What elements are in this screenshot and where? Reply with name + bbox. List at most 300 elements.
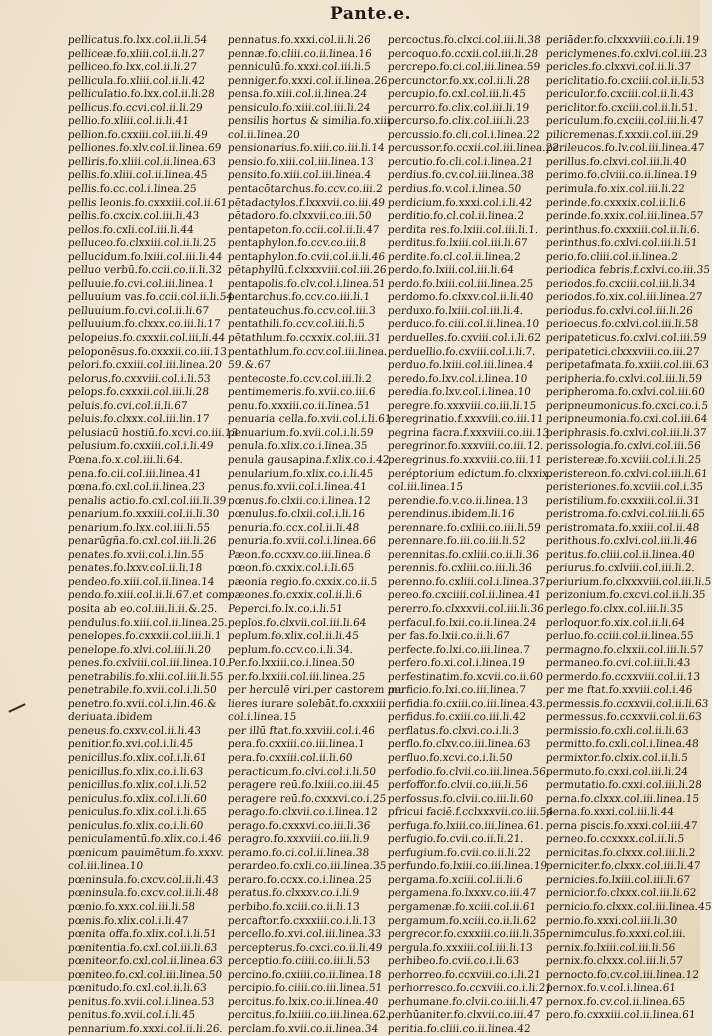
index-entry: perinde.fo.xxix.col.iii.linea.57 [545,210,704,223]
index-entry: pernio.fo.xxxi.col.iii.li.30 [545,914,678,927]
index-entry: perillus.fo.clxvi.col.iii.li.40 [545,155,687,168]
index-entry: peregrinatio.f.xxxviii.co.iii.11 [387,413,545,426]
index-entry: pernix.fo.lxiii.col.iii.li.56 [545,941,676,954]
index-entry: col.i.linea.15 [227,711,297,724]
index-entry: peragere reū.fo.cxxxvi.co.i.25 [227,792,387,805]
index-entry: perfugio.fo.cvii.co.ii.li.21. [387,833,525,846]
index-entry: percoquo.fo.ccxii.col.iii.li.28 [387,47,539,60]
index-entry: per.fo.lxxiii.col.iii.linea.25 [227,670,366,683]
index-entry: penuaria cella.fo.xvii.col.i.li.61 [227,413,392,426]
index-entry: pentathili.fo.ccv.col.iii.li.5 [227,318,366,331]
index-entry: periodus.fo.cxlvi.col.iii.li.26 [545,304,694,317]
index-entry: 59.&.67 [227,359,272,372]
index-entry: percepterus.fo.cxci.co.ii.li.49 [227,941,383,954]
index-entry: pernicies.fo.lxiii.col.iii.li.67 [545,873,691,886]
index-entry: pentathlum.fo.ccv.col.iii.linea. [227,345,388,358]
index-entry: pfricui faciē.f.cclxxxvii.co.iii.54 [387,806,554,819]
index-entry: peripneumonicus.fo.cxci.co.i.5 [545,399,709,412]
index-entry: peripetafmata.fo.xxiii.col.iii.63 [545,359,710,372]
index-entry: peregrinor.fo.xxxviii.co.iii.12. [387,440,545,453]
index-entry: pellucidum.fo.lxiii.col.iii.li.44 [67,250,223,263]
index-entry: perniciter.fo.clxxx.col.iii.li.47 [545,860,701,873]
index-entry: pendo.fo.xiii.col.ii.li.67.et com- [67,589,233,602]
index-entry: pegrina facra.f.xxxviii.co.iii.13 [387,426,550,439]
index-entry: pellis leonis.fo.cxxxiii.col.ii.61 [67,196,228,209]
index-entry: perhorresco.fo.ccxviii.co.i.li.21 [387,982,553,995]
index-entry: perioecus.fo.cxlvi.col.iii.li.58 [545,318,699,331]
index-entry: peristroma.fo.cxlvi.col.iii.li.65 [545,508,706,521]
index-entry: perfecte.fo.lxi.co.iii.linea.7 [387,643,531,656]
index-entry: penarium.fo.xxxiii.col.ii.li.30 [67,508,220,521]
index-entry: pelopeius.fo.cxxxii.col.iii.li.44 [67,332,226,345]
index-entry: periculor.fo.cxciii.col.ii.li.43 [545,88,695,101]
index-entry: permissio.fo.cxli.col.ii.li.63 [545,724,690,737]
index-column-1 [67,34,239,1036]
index-entry: perfuga.fo.lxiii.co.iii.linea.61. [387,819,545,832]
index-entry: pētathlum.fo.ccxxix.col.iii.31 [227,332,382,345]
index-entry: pensa.fo.xiii.col.ii.linea.24 [227,88,368,101]
index-entry: percitus.fo.lxix.co.ii.linea.40 [227,995,379,1008]
index-entry: penes.fo.cxlviii.col.iii.linea.10. [67,657,230,670]
index-entry: peluis.fo.cvi.col.ii.li.67 [67,399,188,412]
index-entry: penelope.fo.xlvi.col.iii.li.20 [67,643,212,656]
index-entry: penelopes.fo.cxxxii.col.iii.li.1 [67,630,222,643]
index-entry: percitus.fo.lxiiii.co.iii.linea.62. [227,1009,390,1022]
index-entry: perduo.fo.lxiii.col.iii.linea.4 [387,359,534,372]
index-entry: permaneo.fo.cvi.col.iii.li.43 [545,657,691,670]
index-entry: pœon.fo.cxxix.col.i.li.65 [227,562,355,575]
index-entry: perduelles.fo.cxviii.col.i.li.62 [387,332,542,345]
index-entry: perdius.fo.v.col.i.linea.50 [387,183,522,196]
index-entry: pena.fo.cii.col.iii.linea.41 [67,467,203,480]
index-entry: permerdo.fo.ccxxviii.col.ii.13 [545,670,701,683]
index-column-3 [387,34,560,1036]
index-entry: perardeo.fo.cxli.co.iii.linea.35 [227,860,387,873]
index-entry: pœninsula.fo.cxcv.col.ii.li.48 [67,887,220,900]
index-entry: penula gausapina.f.xlix.co.i.42 [227,453,391,466]
index-entry: perfoffor.fo.clvii.co.iii.li.56 [387,779,529,792]
index-entry: perdo.fo.lxiii.col.iii.linea.25 [387,277,534,290]
index-entry: periclymenes.fo.cxlvi.col.iii.23 [545,47,708,60]
index-entry: permessus.fo.ccxxvii.col.ii.63 [545,711,703,724]
index-entry: perenno.fo.cxliii.col.i.linea.37. [387,575,550,588]
index-entry: percunctor.fo.xx.col.ii.li.28 [387,74,531,87]
index-entry: peredia.fo.lxv.col.i.linea.10 [387,386,532,399]
index-column-2 [227,34,406,1036]
index-entry: perennis.fo.cxliii.co.iii.li.36 [387,562,533,575]
index-entry: pelliculatio.fo.lxx.col.ii.li.28 [67,88,216,101]
index-column-4 [545,34,712,1023]
index-entry: perinthus.fo.cxlvi.col.iii.li.51 [545,237,699,250]
index-entry: perdicium.fo.xxxi.col.i.li.42 [387,196,533,209]
index-entry: col.iii.linea.10 [67,860,144,873]
index-entry: penetro.fo.xvii.col.i.lin.46.& [67,697,217,710]
index-entry: pelliceæ.fo.xliii.col.ii.li.27 [67,47,206,60]
index-entry: pœnitentia.fo.cxl.col.iii.li.63 [67,941,218,954]
index-entry: posita ab eo.col.iii.li.ii.&.25. [67,602,219,615]
index-entry: pellis.fo.cxcix.col.iii.li.43 [67,210,200,223]
index-entry: pellis.fo.cc.col.i.linea.25 [67,183,198,196]
index-entry: pensio.fo.xiii.col.iii.linea.13 [227,155,375,168]
index-entry: permutatio.fo.cxxi.col.iii.li.28 [545,779,703,792]
index-entry: pæonia regio.fo.cxxix.co.ii.5 [227,575,378,588]
index-entry: perago.fo.clxvii.co.i.linea.12 [227,806,379,819]
index-entry: perdomo.fo.clxxv.col.ii.li.40 [387,291,534,304]
index-entry: pelluceo.fo.clxxiii.col.ii.li.25 [67,237,217,250]
index-entry: pentaphylon.fo.ccv.co.iii.8 [227,237,367,250]
index-entry: pensiculo.fo.xiii.col.iii.li.24 [227,101,371,114]
index-entry: pētaphyllū.f.clxxxviii.col.iii.26 [227,264,388,277]
index-entry: pœnis.fo.xlix.col.i.li.47 [67,914,189,927]
index-entry: pelluuie.fo.cvi.col.iii.linea.1 [67,277,215,290]
index-entry: perinde.fo.cxxxix.col.ii.li.6 [545,196,687,209]
index-entry: pernox.fo.cv.col.ii.linea.65 [545,995,686,1008]
index-entry: peripateticus.fo.cxlvi.col.iii.59 [545,332,708,345]
index-entry: peraro.fo.ccxx.co.i.linea.25 [227,873,373,886]
index-entry: pergamenæ.fo.xciii.col.ii.61 [387,901,537,913]
index-entry: permuto.fo.cxxi.col.iii.li.24 [545,765,689,778]
index-entry: peristeriones.fo.xcviii.col.i.35 [545,481,704,494]
index-entry: percrepo.fo.ci.col.iii.linea.59 [387,61,541,74]
index-entry: peritia.fo.cliii.co.ii.linea.42 [387,1022,532,1035]
index-entry: Pæon.fo.ccxxv.co.iii.linea.6 [227,548,372,561]
index-entry: perfidia.fo.cxiii.co.iii.linea.43. [387,697,547,710]
index-entry: pernicio.fo.clxxx.col.iii.linea.45 [545,901,712,913]
index-entry: pœninsula.fo.cxcv.col.ii.li.43 [67,873,220,886]
index-entry: pœnus.fo.clxii.co.i.linea.12 [227,494,372,507]
index-entry: pererro.fo.clxxxvii.col.iii.li.36 [387,602,545,615]
index-entry: pœnitudo.fo.cxl.col.ii.li.63 [67,982,208,995]
index-entry: peplum.fo.ccv.co.i.li.34. [227,643,354,656]
index-entry: pilicremenas.f.xxxii.col.iii.29 [545,128,699,141]
index-entry: peréptorium edictum.fo.clxxix. [387,467,552,480]
index-entry: perfero.fo.xi.col.i.linea.19 [387,657,526,670]
index-entry: peregre.fo.xxxviii.co.iii.li.15 [387,399,537,412]
index-entry: pelluuium.fo.cvi.col.ii.li.67 [67,304,210,317]
index-entry: peristromata.fo.xxiii.col.ii.48 [545,521,700,534]
index-entry: per me ftat.fo.xxviii.col.i.46 [545,684,693,697]
index-entry: Peperci.fo.lx.co.i.li.51 [227,602,344,615]
index-entry: perio.fo.cliii.col.ii.linea.2 [545,250,679,263]
index-entry: perditio.fo.cl.col.ii.linea.2 [387,210,525,223]
index-entry: perditus.fo.lxiii.col.iii.li.67 [387,237,529,250]
index-entry: perfestinatim.fo.xcvii.co.ii.60 [387,670,544,683]
index-entry: percaftor.fo.cxxxiii.co.i.li.13 [227,914,377,927]
index-entry: percino.fo.cxiiii.co.ii.linea.18 [227,968,383,981]
index-entry: pelori.fo.cxxiii.col.iii.linea.20 [67,359,223,372]
index-entry: pennarium.fo.xxxi.col.ii.li.26. [67,1022,224,1035]
index-entry: pæones.fo.cxxix.col.ii.li.6 [227,589,363,602]
index-entry: perdita res.fo.lxiii.col.iii.li.1. [387,223,539,236]
index-entry: peripatetici.clxxxviii.co.iii.27 [545,345,700,358]
index-entry: perfundo.fo.lxiii.co.iii.linea.19 [387,860,548,873]
index-entry: peripheroma.fo.cxlvi.col.iii.60 [545,386,706,399]
index-entry: pellos.fo.cxli.col.iii.li.44 [67,223,195,236]
index-entry: pœniteo.fo.cxl.col.iii.linea.50 [67,968,223,981]
index-entry: pergamena.fo.lxxxv.co.iii.47 [387,887,537,900]
index-entry: periodica febris.f.cxlvi.co.iii.35 [545,264,711,277]
index-entry: pœnita offa.fo.xlix.col.i.li.51 [67,928,218,941]
index-entry: pericles.fo.clxxvi.col.ii.li.37 [545,61,692,74]
index-entry: penularium.fo.xlix.co.i.li.45 [227,467,374,480]
index-entry: pensionarius.fo.xiii.co.iii.li.14 [227,142,386,155]
index-entry: permitto.fo.cxli.col.i.linea.48 [545,738,700,751]
index-entry: permagno.fo.clxxii.col.iii.li.57 [545,643,704,656]
index-entry: perna.fo.xxxi.col.iii.li.44 [545,806,675,819]
index-entry: penarium.fo.lxx.col.iii.li.55 [67,521,211,534]
index-entry: perduco.fo.ciii.col.ii.linea.10 [387,318,540,331]
index-entry: perbibo.fo.xciii.co.ii.li.13 [227,901,361,913]
index-entry: peredo.fo.lxv.col.i.linea.10 [387,372,528,385]
index-entry: percutio.fo.cli.col.i.linea.21 [387,155,534,168]
index-entry: perneo.fo.ccxxxx.col.ii.li.5 [545,833,685,846]
index-entry: perhūaniter.fo.clxvii.co.iii.47 [387,1009,541,1022]
index-entry: periurium.fo.clxxxviii.col.iii.li.5 [545,575,712,588]
index-entry: peniculus.fo.xlix.col.i.li.65 [67,806,208,819]
index-entry: perendie.fo.v.co.ii.linea.13 [387,494,529,507]
index-entry: percussio.fo.cli.col.i.linea.22 [387,128,541,141]
index-entry: perizonium.fo.cxcvi.col.ii.li.35 [545,589,706,602]
index-entry: peniculamentū.fo.xlix.co.i.46 [67,833,222,846]
index-entry: perduellio.fo.cxviii.col.i.li.7. [387,345,536,358]
index-entry: pelliris.fo.xliii.col.ii.linea.63 [67,155,217,168]
index-entry: perdo.fo.lxiii.col.iii.li.64 [387,264,515,277]
index-entry: perfossus.fo.clvii.co.iii.li.60 [387,792,534,805]
index-entry: perficio.fo.lxi.co.iii.linea.7 [387,684,527,697]
index-entry: perhorreo.fo.ccxviii.co.i.li.21 [387,968,542,981]
index-entry: peluis.fo.clxxx.col.iii.lin.17 [67,413,210,426]
index-entry: penicillus.fo.xlix.col.i.li.52 [67,779,208,792]
index-entry: lieres iurare solebāt.fo.cxxxiii [227,697,387,710]
index-entry: penuria.fo.xvii.col.i.linea.66 [227,535,377,548]
index-entry: col.ii.linea.20 [227,128,301,141]
index-entry: penula.fo.xlix.co.i.linea.35 [227,440,368,453]
index-entry: pera.fo.cxxiii.col.ii.li.60 [227,751,354,764]
index-entry: peniculus.fo.xlix.col.i.li.60 [67,792,208,805]
index-entry: peplum.fo.xlix.col.ii.li.45 [227,630,360,643]
index-entry: perfluo.fo.xcvi.co.i.li.50 [387,751,514,764]
index-entry: pentarchus.fo.ccv.co.iii.li.1 [227,291,371,304]
index-entry: permixtor.fo.clxix.col.ii.li.5 [545,751,689,764]
index-entry: penus.fo.xvii.col.i.linea.41 [227,481,368,494]
index-entry: perlego.fo.clxx.col.iii.li.35 [545,602,684,615]
index-entry: percurro.fo.clix.col.iii.li.19 [387,101,530,114]
index-entry: penuarium.fo.xvii.col.i.li.59 [227,426,375,439]
index-entry: pernocto.fo.cv.col.iii.linea.12 [545,968,700,981]
index-entry: periclitor.fo.cxciii.col.ii.li.51. [545,101,699,114]
index-entry: penalis actio.fo.cxl.col.iii.li.39 [67,494,227,507]
index-entry: pelliceo.fo.lxx.col.ii.li.27 [67,61,198,74]
index-entry: penuria.fo.ccx.col.ii.li.48 [227,521,360,534]
index-entry: pelluo verbū.fo.ccii.co.ii.li.32 [67,264,223,277]
index-entry: penates.fo.lxxv.col.ii.li.18 [67,562,203,575]
index-entry: pētadoro.fo.clxxvii.co.iii.50 [227,210,373,223]
index-entry: peripneumonia.fo.cxi.col.iii.64 [545,413,708,426]
index-entry: perimo.fo.clviii.co.ii.linea.19 [545,169,698,182]
index-entry: peritus.fo.cliii.col.ii.linea.40 [545,548,696,561]
index-entry: periodos.fo.xix.col.iii.linea.27 [545,291,703,304]
index-entry: peregrinus.fo.xxxviii.co.iii.11 [387,453,543,466]
index-entry: penniculū.fo.xxxi.col.iii.li.5 [227,61,372,74]
index-entry: perhumane.fo.clvii.co.iii.li.47 [387,995,544,1008]
index-entry: perago.fo.cxxxvi.co.iii.li.36 [227,819,371,832]
index-entry: peripheria.fo.cxlvi.col.iii.li.59 [545,372,703,385]
index-entry: pœnio.fo.xxx.col.iii.li.58 [67,901,196,913]
index-entry: pernimculus.fo.xxxi.col.iii. [545,928,687,941]
index-entry: deriuata.ibidem [67,711,154,724]
index-entry: perflo.fo.clxv.co.iii.linea.63 [387,738,531,751]
index-entry: perloquor.fo.xix.col.ii.li.64 [545,616,686,629]
index-entry: pero.fo.cxxxiii.col.ii.linea.61 [545,1009,697,1022]
margin-pen-mark [8,703,25,712]
index-entry: Per.fo.lxxiii.co.i.linea.50 [227,657,356,670]
index-entry: perflatus.fo.clxvi.co.i.li.3 [387,724,520,737]
index-entry: pennatus.fo.xxxi.col.ii.li.26 [227,34,372,46]
index-entry: periphrasis.fo.cxlvi.col.iii.li.37 [545,426,708,439]
index-entry: perithous.fo.cxlvi.col.iii.li.46 [545,535,698,548]
index-entry: peratus.fo.clxxxv.co.i.li.9 [227,887,360,900]
index-entry: pœniteor.fo.cxl.col.ii.linea.63 [67,955,224,968]
index-entry: pentecoste.fo.ccv.col.iii.li.2 [227,372,373,385]
index-entry: perfacul.fo.lxii.co.ii.linea.24 [387,616,537,629]
index-entry: perfugium.fo.cvii.co.ii.li.22 [387,846,532,859]
index-entry: pentateuchus.fo.ccv.col.iii.3 [227,304,377,317]
index-entry: pelusium.fo.cxxiii.col.i.li.49 [67,440,214,453]
index-entry: pentapolis.fo.clv.col.i.linea.51 [227,277,387,290]
index-entry: penarūgña.fo.cxl.col.iii.li.26 [67,535,217,548]
index-entry: pereo.fo.cxciiii.col.ii.linea.41 [387,589,542,602]
index-entry: peplos.fo.clxvii.col.iii.li.64 [227,616,367,629]
index-entry: periclitatio.fo.cxciii.col.ii.li.53 [545,74,705,87]
index-entry: periodos.fo.cxciii.col.iii.li.34 [545,277,697,290]
index-entry: per fas.fo.lxii.co.ii.li.67 [387,630,511,643]
index-entry: percussor.fo.ccxii.col.iii.linea.22 [387,142,560,155]
index-entry: penitus.fo.xvii.col.i.linea.53 [67,995,215,1008]
index-entry: pētadactylos.f.lxxxvii.co.iii.49 [227,196,386,209]
index-entry: perna.fo.clxxx.col.iii.linea.15 [545,792,700,805]
index-entry: pergamum.fo.xciii.co.ii.li.62 [387,914,537,927]
index-entry: peracticum.fo.clvi.col.i.li.50 [227,765,377,778]
index-entry: peloponēsus.fo.cxxxii.co.iii.13 [67,345,228,358]
index-entry: pergula.fo.xxxiii.col.iii.li.13 [387,941,534,954]
index-entry: per herculē viri.per castorem mu [227,684,406,697]
index-entry: perdite.fo.cl.col.ii.linea.2 [387,250,522,263]
index-entry: pendeo.fo.xiii.col.ii.linea.14 [67,575,215,588]
running-head: Pante.e. [330,4,412,24]
index-entry: pellicatus.fo.lxx.col.ii.li.54 [67,34,208,46]
index-entry: pentapeton.fo.ccii.col.ii.li.47 [227,223,380,236]
index-entry: perdius.fo.cv.col.iii.linea.38 [387,169,535,182]
index-entry: perluo.fo.cciii.col.ii.linea.55 [545,630,695,643]
index-entry: pœna.fo.cxl.col.ii.linea.23 [67,481,206,494]
index-entry: peneus.fo.cxxv.col.ii.li.43 [67,724,202,737]
index-entry: penicillus.fo.xlix.col.i.li.61 [67,751,208,764]
index-entry: per illū ftat.fo.xxviii.col.i.46 [227,724,376,737]
index-entry: pelluuium.fo.clxxx.co.iii.li.17 [67,318,222,331]
index-entry: perna piscis.fo.xxxi.col.iii.47 [545,819,698,832]
index-entry: peragere reū.fo.lxiii.co.iii.45 [227,779,380,792]
index-entry: percupio.fo.cxl.col.iii.li.45 [387,88,527,101]
index-entry: percipio.fo.ciiii.co.iii.linea.51 [227,982,383,995]
index-entry: pellicus.fo.ccvi.col.ii.li.29 [67,101,204,114]
index-entry: pensito.fo.xiii.col.iii.linea.4 [227,169,372,182]
index-entry: perhibeo.fo.cvii.co.i.li.63 [387,955,520,968]
index-entry: perinthus.fo.cxxxiii.col.ii.li.6. [545,223,701,236]
index-entry: perendinus.ibidem.li.16 [387,508,515,521]
index-entry: pergrecor.fo.cxxxiii.co.iii.li.35 [387,928,547,941]
index-entry: pernicior.fo.clxxx.col.iii.li.62 [545,887,697,900]
index-entry: pernix.fo.clxxx.col.iii.li.57 [545,955,684,968]
index-entry: pensilis hortus & similia.fo.xiii. [227,115,395,128]
index-entry: pentaphylon.fo.cvii.col.ii.li.46 [227,250,386,263]
index-entry: pelops.fo.cxxxii.col.iii.li.28 [67,386,210,399]
index-entry: perissologia.fo.cxlvi.col.iii.56 [545,440,702,453]
index-entry: peristereon.fo.cxlvi.col.iii.li.61 [545,467,709,480]
index-entry: Pœna.fo.x.col.iii.li.64. [67,453,184,466]
index-entry: pennæ.fo.cliii.co.ii.linea.16 [227,47,373,60]
index-entry: peramo.fo.ci.col.ii.linea.38 [227,846,370,859]
index-entry: perfodio.fo.clvii.co.iii.linea.56. [387,765,550,778]
index-entry: pœnicum pauimētum.fo.xxxv. [67,846,225,859]
index-entry: peragro.fo.xxxviii.co.iii.li.9 [227,833,370,846]
index-entry: peristilium.fo.cxxxiii.col.ii.31 [545,494,701,507]
index-entry: percello.fo.xvi.col.iii.linea.33 [227,928,382,941]
index-entry: pendulus.fo.xiii.col.ii.linea.25. [67,616,229,629]
index-entry: pelluuium vas.fo.ccii.col.ii.li.54 [67,291,234,304]
index-entry: perduxo.fo.lxiii.col.iii.li.4. [387,304,524,317]
index-entry: pelliones.fo.xlv.col.ii.linea.69 [67,142,222,155]
index-entry: permessis.fo.ccxxvii.col.ii.li.63 [545,697,709,710]
index-entry: pergama.fo.xciii.col.ii.li.6 [387,873,524,886]
index-entry: perennitas.fo.cxliii.co.ii.li.36 [387,548,540,561]
index-entry: penu.fo.xxxiii.co.ii.linea.51 [227,399,371,412]
index-entry: perennare.fo.cxliii.co.iii.li.59 [387,521,542,534]
index-entry: penitior.fo.xvi.col.i.li.45 [67,738,194,751]
index-entry: pernicitas.fo.clxxx.col.iii.li.2 [545,846,696,859]
index-entry: percurso.fo.clix.col.iii.li.23 [387,115,531,128]
index-entry: penitus.fo.xvii.col.i.li.45 [67,1009,196,1022]
index-entry: periculum.fo.cxciii.col.iii.li.47 [545,115,705,128]
index-entry: pellion.fo.cxxiii.col.iii.li.49 [67,128,209,141]
index-entry: penicillus.fo.xlix.co.i.li.63 [67,765,204,778]
index-entry: perileucos.fo.lv.col.iii.linea.47 [545,142,705,155]
index-entry: pentacōtarchus.fo.ccv.co.iii.2 [227,183,384,196]
index-entry: perennare.fo.iii.co.iii.li.52 [387,535,527,548]
index-entry: pellio.fo.xliii.col.ii.li.41 [67,115,190,128]
index-entry: perfidus.fo.cxiii.co.iii.li.42 [387,711,527,724]
index-entry: pellicula.fo.xliii.col.ii.li.42 [67,74,206,87]
index-entry: penetrabilis.fo.xlii.col.iii.li.55 [67,670,224,683]
index-entry: peniculus.fo.xlix.co.i.li.60 [67,819,204,832]
index-entry: penetrabile.fo.xvii.col.i.li.50 [67,684,218,697]
index-entry: penates.fo.xvii.col.i.lin.55 [67,548,205,561]
index-entry: pellis.fo.xliii.col.ii.linea.45 [67,169,208,182]
index-entry: pelusiacū hostiū.fo.xcvi.co.iii.13 [67,426,239,439]
index-entry: pentimemeris.fo.xvii.co.iii.6 [227,386,377,399]
index-entry: perclam.fo.xvii.co.ii.linea.34 [227,1022,379,1035]
index-entry: peristereæ.fo.xcviii.col.i.li.25 [545,453,702,466]
index-entry: pernox.fo.v.col.i.linea.61 [545,982,677,995]
index-entry: penniger.fo.xxxi.col.ii.linea.26 [227,74,388,87]
index-entry: perceptio.fo.ciiii.co.iii.li.53 [227,955,371,968]
index-entry: pelorus.fo.cxxviii.col.i.li.53 [67,372,212,385]
index-entry: periurus.fo.cxlviii.col.iii.li.2. [545,562,696,575]
index-entry: perimula.fo.xix.col.iii.li.22 [545,183,686,196]
index-entry: col.iii.linea.15 [387,481,464,494]
index-entry: pœnulus.fo.clxii.col.i.li.16 [227,508,366,521]
index-entry: periāder.fo.clxxxviii.co.i.li.19 [545,34,700,46]
index-entry: pera.fo.cxxiii.co.iii.linea.1 [227,738,366,751]
